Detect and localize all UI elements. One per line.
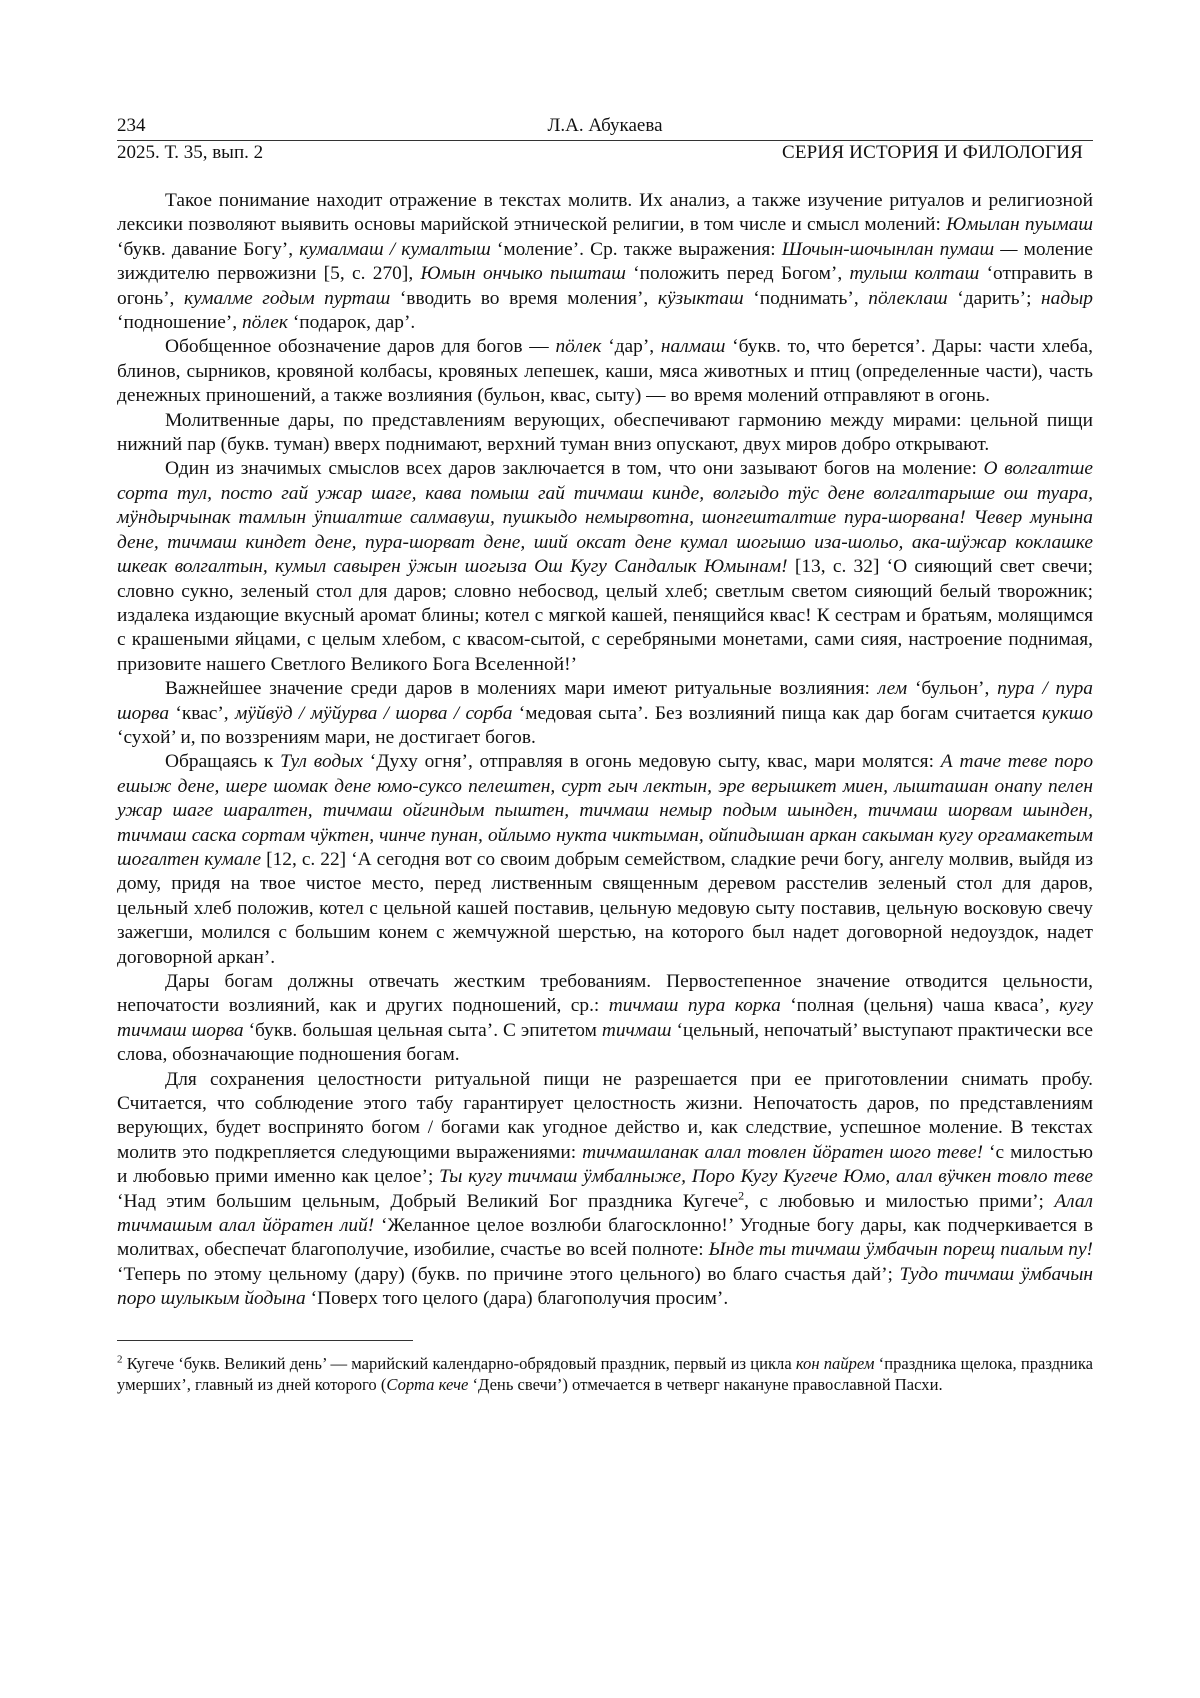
mari-text: надыр <box>1041 287 1093 309</box>
mari-text: кукшо <box>1041 702 1093 724</box>
article-author: Л.А. Абукаева <box>547 115 663 136</box>
footnote-reference[interactable]: 2 <box>738 1188 745 1203</box>
text-segment: ‘отправить в огонь’, <box>117 263 1093 309</box>
mari-text: кумалмаш / кумалтыш <box>299 238 491 260</box>
text-segment: моление зиждителю первожизни [5, с. 270], <box>117 238 1093 285</box>
text-segment: ‘праздника щелока, праздника умерших’, главный из дней которого ( <box>117 1353 1093 1395</box>
paragraph <box>117 457 1093 677</box>
text-segment: ‘вводить во время моления’, <box>390 287 658 309</box>
journal-info <box>117 141 1093 165</box>
text-segment: ‘букв. то, что берется’. Дары: части хлеба, блинов, сырников, кровяной колбасы, кровяных лепешек, каши, мяса животных и птиц (определенные части), часть денежных приношений, а также возлияния (бульон, квас, сыту) — во время молений отправляют в огонь. <box>117 336 1093 407</box>
mari-text: Шочын-шочынлан пумаш — <box>781 238 1024 260</box>
text-segment: ‘Над этим большим цельным, Добрый Великий Бог праздника Кугече <box>117 1190 739 1212</box>
paragraph <box>117 677 1093 750</box>
mari-text: кон пайрем <box>795 1353 875 1373</box>
mari-text: Юмын ончыко пыштaш <box>420 263 626 285</box>
text-segment: ‘полная (цельня) чаша кваса’, <box>780 995 1060 1017</box>
text-segment: ‘Теперь по этому цельному (дару) (букв. по причине этого цельного) во благо счастья дай’; <box>117 1263 900 1285</box>
text-segment: ‘дар’, <box>601 336 661 358</box>
text-segment: ‘Желанное целое возлюби благосклонно!’ Угодные богу дары, как подчеркивается в молитвах, обеспечат благополучие, изобилие, счастье во всей полноте: <box>117 1215 1093 1261</box>
text-segment: ‘букв. большая цельная сыта’. С эпитетом <box>243 1019 602 1041</box>
mari-text: пӧлек <box>555 336 602 358</box>
text-segment: ‘букв. давание Богу’, <box>117 238 300 260</box>
text-segment: [12, с. 22] ‘А сегодня вот со своим добрым семейством, сладкие речи богу, ангелу молвив, выйдя из дому, придя на твое чистое место, перед лиственным священным деревом расстелив зеленый стол для даров, цельный хлеб положив, котел с цельной кашей поставив, цельную медовую сыту поставив, цельную восковую свечу зажегши, молился с большим конем с жемчужной шерстью, на которого был надет договорной недоуздок, надет договорной аркан’. <box>117 848 1094 968</box>
mari-text: Тудо тичмаш ӱмбачын поро шулыкым йодына <box>117 1263 1093 1310</box>
mari-text: Сорта кече <box>386 1375 469 1395</box>
text-segment: ‘День свечи’) отмечается в четверг накануне православной Пасхи. <box>468 1375 943 1395</box>
footnote-marker: 2 <box>117 1353 123 1366</box>
text-segment: , с любовью и милостью прими’; <box>744 1190 1055 1212</box>
page-number: 234 <box>117 115 146 136</box>
mari-text: лем <box>877 678 908 700</box>
paragraph <box>117 970 1093 1068</box>
text-segment: ‘моление’. Ср. также выражения: <box>490 238 782 260</box>
text-segment: ‘подарок, дар’. <box>287 312 416 334</box>
mari-text: кӱзыкташ <box>657 287 744 309</box>
mari-text: пӧлеклаш <box>868 287 948 309</box>
text-segment: Важнейшее значение среди даров в молениях мари имеют ритуальные возлияния: <box>165 678 878 700</box>
text-segment: ‘подношение’, <box>117 312 242 334</box>
mari-text: тулыш колташ <box>849 263 980 285</box>
mari-text: Юмылан пуымаш <box>946 214 1093 236</box>
mari-text: А таче теве поро ешыж дене, шере шомак дене юмо-суксо пелештен, сурт гыч лектын, эре верышкет миен, лышташан онапу пелен ужар шаге шаралтен, тичмаш ойгиндым пыштен, тичмаш немыр подым шынден, тичмаш шорвам шынден, тичмаш саска сортам чӱктен, чинче пунан, ойлымо нукта чиктыман, ойпидышан аркан сакыман кугу оргамакетым шогалтен кумале <box>117 751 1094 870</box>
text-segment: ‘дарить’; <box>947 287 1042 309</box>
text-segment: ‘с милостью и любовью прими именно как целое’; <box>117 1141 1093 1188</box>
text-segment: ‘медовая сыта’. Без возлияний пища как дар богам считается <box>512 702 1042 724</box>
paragraph <box>117 409 1093 458</box>
mari-text: налмаш <box>660 336 726 358</box>
mari-text: тичмашланак алал товлен йӧратен шого теве! <box>582 1141 984 1163</box>
article-body <box>117 189 1093 1312</box>
mari-text: пура / пура шорва <box>117 678 1093 724</box>
text-segment: ‘поднимать’, <box>743 287 869 309</box>
text-segment: [13, с. 32] ‘О сияющий свет свечи; словно сукно, зеленый стол для даров; словно небосвод, целый хлеб; светлым светом сияющий белый творожник; издалека издающие вкусный аромат блины; котел с мягкой кашей, пенящийся квас! К сестрам и братьям, молящимся с крашеными яйцами, с целым хлебом, с квасом-сытой, с серебряными монетами, сами сияя, настроение поднимая, призовите нашего Светлого Великого Бога Вселенной!’ <box>117 556 1093 675</box>
text-segment: Один из значимых смыслов всех даров заключается в том, что они зазывают богов на моление: <box>165 458 984 480</box>
text-segment: Обращаясь к <box>165 751 281 773</box>
mari-text: мӱйвӱд / мӱйурва / шорва / сорба <box>235 702 513 724</box>
journal-series: СЕРИЯ ИСТОРИЯ И ФИЛОЛОГИЯ <box>781 142 1083 163</box>
mari-text: О волгалтше сорта тул, посто гай ужар шаге, кава помыш гай тичмаш кинде, волгыдо тӱс дене волгалтарыше ош туара, мӱндырчынак тамлын ӱпшалтше салмавуш, пушкыдо немырвотна, шонгешталтше пура-шорвана! Чевер мунына дене, тичмаш киндет дене, пура-шорват дене, ший оксат дене кумал шогышо иза-шольо, ака-шӱжар коклашке шкеак волгалтын, кумыл савырен ӱжын шогыза Ош Кугу Сандалык Юмынам! <box>117 458 1093 578</box>
text-segment: Обобщенное обозначение даров для богов — <box>165 336 556 358</box>
footnote-separator <box>117 1340 413 1341</box>
text-segment: ‘положить перед Богом’, <box>625 263 850 285</box>
text-segment: ‘сухой’ и, по воззрениям мари, не достигает богов. <box>117 726 536 748</box>
paragraph <box>117 750 1093 970</box>
mari-text: пӧлек <box>241 312 288 334</box>
footnote <box>117 1353 1093 1396</box>
journal-page <box>117 114 1093 1396</box>
mari-text: Ынде ты тичмаш ӱмбачын порещ пиалым пу! <box>708 1239 1094 1261</box>
text-segment: ‘Духу огня’, отправляя в огонь медовую сыту, квас, мари молятся: <box>362 751 941 773</box>
mari-text: кумалме годым пурташ <box>183 287 391 309</box>
text-segment: Кугече ‘букв. Великий день’ — марийский календарно-обрядовый праздник, первый из цикла <box>122 1353 796 1373</box>
text-segment: Молитвенные дары, по представлениям верующих, обеспечивают гармонию между мирами: цельной пищи нижний пар (букв. туман) вверх поднимают, верхний туман вниз опускают, двух миров добро открывают. <box>117 409 1093 456</box>
mari-text: Алал тичмашым алал йӧратен лий! <box>117 1190 1094 1237</box>
mari-text: кугу тичмаш шорва <box>117 995 1094 1041</box>
mari-text: Ты кугу тичмаш ӱмбалныже, Поро Кугу Кугече Юмо, алал вӱчкен товло теве <box>439 1166 1093 1188</box>
text-segment: ‘квас’, <box>169 702 236 724</box>
mari-text: тичмаш пура корка <box>608 995 781 1017</box>
text-segment: Такое понимание находит отражение в текстах молитв. Их анализ, а также изучение ритуалов и религиозной лексики позволяют выявить основы марийской этнической религии, в том числе и смысл молений: <box>117 190 1093 236</box>
paragraph <box>117 189 1093 335</box>
text-segment: Для сохранения целостности ритуальной пищи не разрешается при ее приготовлении снимать пробу. Считается, что соблюдение этого табу гарантирует целостность жизни. Непочатость даров, по представлениям верующих, будет воспринято богом / богами как угодное действо и, как следствие, успешное моление. В текстах молитв это подкрепляется следующими выражениями: <box>117 1068 1093 1163</box>
running-header <box>117 114 1093 138</box>
paragraph <box>117 335 1093 408</box>
mari-text: Тул водых <box>280 751 363 773</box>
text-segment: ‘бульон’, <box>907 678 998 700</box>
text-segment: ‘Поверх того целого (дара) благополучия просим’. <box>305 1288 729 1310</box>
mari-text: тичмаш <box>601 1019 672 1041</box>
journal-volume: 2025. Т. 35, вып. 2 <box>117 142 264 163</box>
paragraph <box>117 1068 1093 1312</box>
text-segment: Дары богам должны отвечать жестким требованиям. Первостепенное значение отводится цельности, непочатости возлияний, как и других подношений, ср.: <box>117 971 1093 1017</box>
text-segment: ‘цельный, непочатый’ выступают практически все слова, обозначающие подношения богам. <box>117 1019 1093 1066</box>
